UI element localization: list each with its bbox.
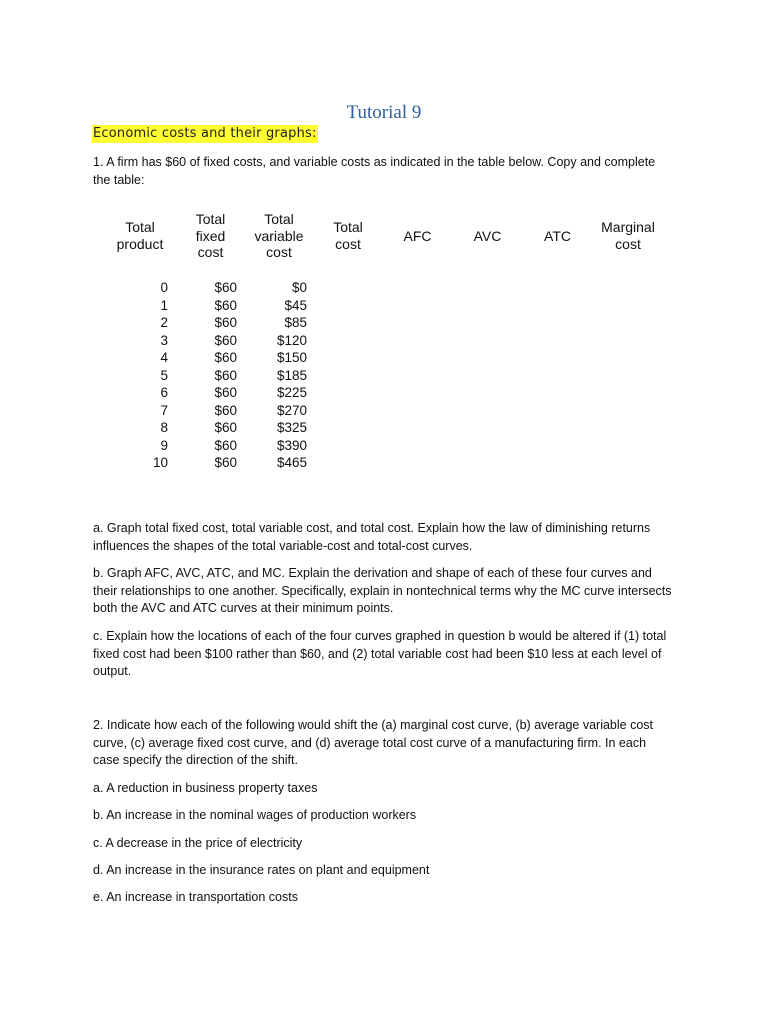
header-total-product: Total product [116, 219, 164, 252]
table-cell-tvc: $45 [284, 297, 307, 313]
header-total-fixed-cost: Total fixed cost [195, 211, 226, 260]
table-cell-tp: 6 [160, 385, 168, 400]
section-heading: Economic costs and their graphs: [93, 126, 317, 141]
table-cell-tfc: $60 [214, 350, 237, 365]
table-cell-tp: 10 [152, 455, 168, 470]
question-1c: c. Explain how the locations of each of the four curves graphed in question b would be altered if (1) total fixed cost had been $100 rather than $60, and (2) total variable cost had been $10 less at each level of output. [93, 629, 667, 678]
table-cell-tfc: $60 [214, 385, 237, 400]
question-2-item-e: e. An increase in transportation costs [93, 890, 298, 904]
table-cell-tfc: $60 [214, 455, 237, 470]
question-1b: b. Graph AFC, AVC, ATC, and MC. Explain the derivation and shape of each of these four curves and their relationships to one another. Specifically, explain in nontechnical terms why the MC curve intersects both the AVC and ATC curves at their minimum points. [93, 566, 672, 615]
header-total-cost: Total cost [333, 219, 363, 252]
table-cell-tvc: $390 [276, 437, 307, 453]
table-cell-tp: 4 [160, 350, 168, 365]
table-cell-tp: 8 [160, 420, 168, 435]
table-cell-tvc: $150 [276, 350, 307, 365]
table-cell-tfc: $60 [214, 402, 237, 418]
table-cell-tp: 9 [160, 437, 168, 453]
question-2-intro: 2. Indicate how each of the following would shift the (a) marginal cost curve, (b) average variable cost curve, (c) average fixed cost curve, and (d) average total cost curve of a manufacturing firm. In each case specify the direction of the shift. [93, 718, 654, 767]
table-cell-tvc: $270 [276, 402, 307, 418]
table-cell-tvc: $185 [276, 367, 307, 383]
header-atc: ATC [544, 228, 571, 244]
header-afc: AFC [403, 228, 432, 244]
header-total-variable-cost: Total variable cost [254, 211, 304, 260]
table-cell-tvc: $465 [276, 455, 307, 470]
table-cell-tp: 0 [160, 280, 168, 295]
column-total-fixed-cost [190, 279, 237, 472]
table-cell-tfc: $60 [214, 367, 237, 383]
table-cell-tvc: $85 [284, 315, 307, 330]
table-cell-tvc: $120 [276, 332, 307, 348]
table-cell-tp: 5 [160, 367, 168, 383]
header-marginal-cost: Marginal cost [601, 219, 655, 252]
table-cell-tvc: $0 [291, 280, 307, 295]
table-cell-tp: 1 [160, 297, 168, 313]
table-cell-tfc: $60 [214, 280, 237, 295]
table-cell-tvc: $325 [276, 420, 307, 435]
question-2-item-c: c. A decrease in the price of electricity [93, 836, 303, 850]
table-cell-tfc: $60 [214, 332, 237, 348]
table-cell-tfc: $60 [214, 315, 237, 330]
question-1-intro: 1. A firm has $60 of fixed costs, and variable costs as indicated in the table below. Copy and complete the table: [93, 155, 656, 187]
page-title: Tutorial 9 [346, 102, 422, 123]
question-2-item-a: a. A reduction in business property taxes [93, 781, 318, 795]
table-cell-tp: 7 [160, 402, 168, 418]
table-cell-tp: 2 [160, 315, 168, 330]
table-cell-tp: 3 [160, 332, 168, 348]
question-2-item-b: b. An increase in the nominal wages of production workers [93, 808, 417, 822]
question-2-item-d: d. An increase in the insurance rates on plant and equipment [93, 863, 430, 877]
table-cell-tfc: $60 [214, 297, 237, 313]
table-cell-tvc: $225 [276, 385, 307, 400]
column-total-product [130, 279, 168, 472]
table-cell-tfc: $60 [214, 420, 237, 435]
table-cell-tfc: $60 [214, 437, 237, 453]
column-total-variable-cost [255, 279, 307, 472]
header-avc: AVC [473, 228, 502, 244]
question-1a: a. Graph total fixed cost, total variable cost, and total cost. Explain how the law of diminishing returns influences the shapes of the total variable-cost and total-cost curves. [93, 521, 651, 553]
cost-table [100, 205, 660, 485]
